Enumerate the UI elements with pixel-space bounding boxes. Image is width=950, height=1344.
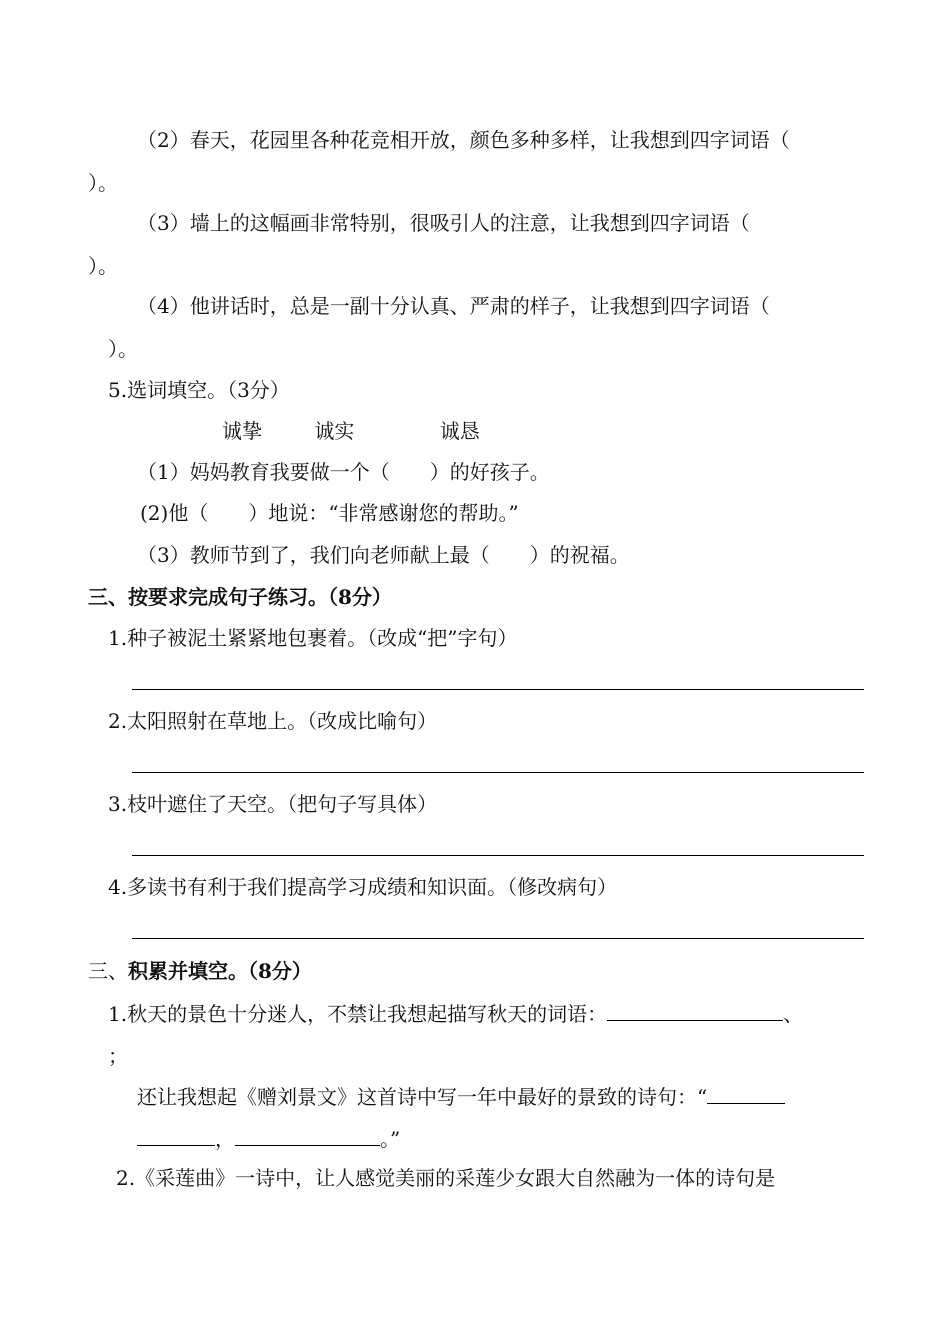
q4-item-4-cont: ）。 — [108, 337, 138, 361]
fill-blank-1[interactable] — [607, 1000, 783, 1021]
sentence-item-4: 4.多读书有利于我们提高学习成绩和知识面。（修改病句） — [108, 875, 618, 899]
section-fill-title-text: 积累并填空。（8分） — [128, 959, 312, 983]
fill-item-1-cont: ； — [108, 1044, 128, 1068]
answer-line-2[interactable] — [132, 772, 864, 773]
q5-title: 5.选词填空。（3分） — [108, 378, 290, 402]
poem-comma: ， — [215, 1127, 235, 1151]
section-fill-title — [88, 958, 312, 984]
q5-word-bank — [222, 418, 480, 444]
answer-line-4[interactable] — [132, 938, 864, 939]
q4-item-2-cont: ）。 — [88, 171, 118, 195]
sentence-item-3: 3.枝叶遮住了天空。（把句子写具体） — [108, 792, 438, 816]
fill-item-1 — [108, 1000, 803, 1027]
sentence-item-1: 1.种子被泥土紧紧地包裹着。（改成“把”字句） — [108, 626, 518, 650]
poem-blank-2[interactable] — [235, 1125, 380, 1146]
q4-item-3-cont: ）。 — [88, 254, 118, 278]
fill-item-1-text: 1.秋天的景色十分迷人，不禁让我想起描写秋天的词语： — [108, 1002, 608, 1026]
poem-end: 。” — [380, 1127, 401, 1151]
fill-item-1-poem-cont — [137, 1125, 400, 1152]
q5-word: 诚挚 — [222, 419, 262, 443]
q4-item-4: （4）他讲话时，总是一副十分认真、严肃的样子，让我想到四字词语（ — [137, 294, 770, 318]
sentence-item-2: 2.太阳照射在草地上。（改成比喻句） — [108, 709, 438, 733]
q5-item-3: （3）教师节到了，我们向老师献上最（ ）的祝福。 — [137, 543, 630, 567]
fill-item-1-poem-text: 还让我想起《赠刘景文》这首诗中写一年中最好的景致的诗句：“ — [137, 1085, 708, 1109]
poem-blank-1b[interactable] — [137, 1125, 215, 1146]
answer-line-3[interactable] — [132, 855, 864, 856]
fill-item-1-poem — [137, 1083, 785, 1110]
q4-item-3: （3）墙上的这幅画非常特别，很吸引人的注意，让我想到四字词语（ — [137, 211, 750, 235]
section-fill-title-prefix: 三、 — [88, 959, 128, 983]
q5-item-1: （1）妈妈教育我要做一个（ ）的好孩子。 — [137, 460, 550, 484]
q4-item-2: （2）春天，花园里各种花竞相开放，颜色多种多样，让我想到四字词语（ — [137, 128, 790, 152]
fill-item-2: 2.《采莲曲》一诗中，让人感觉美丽的采莲少女跟大自然融为一体的诗句是 — [116, 1166, 776, 1190]
q5-word: 诚实 — [314, 419, 355, 443]
answer-line-1[interactable] — [132, 689, 864, 690]
section-sentence-title: 三、按要求完成句子练习。（8分） — [88, 585, 392, 609]
q5-word: 诚恳 — [439, 419, 480, 443]
poem-blank-1a[interactable] — [707, 1083, 785, 1104]
q5-item-2: (2)他（ ）地说：“非常感谢您的帮助。” — [140, 501, 519, 525]
fill-item-1-sep: 、 — [783, 1002, 804, 1026]
